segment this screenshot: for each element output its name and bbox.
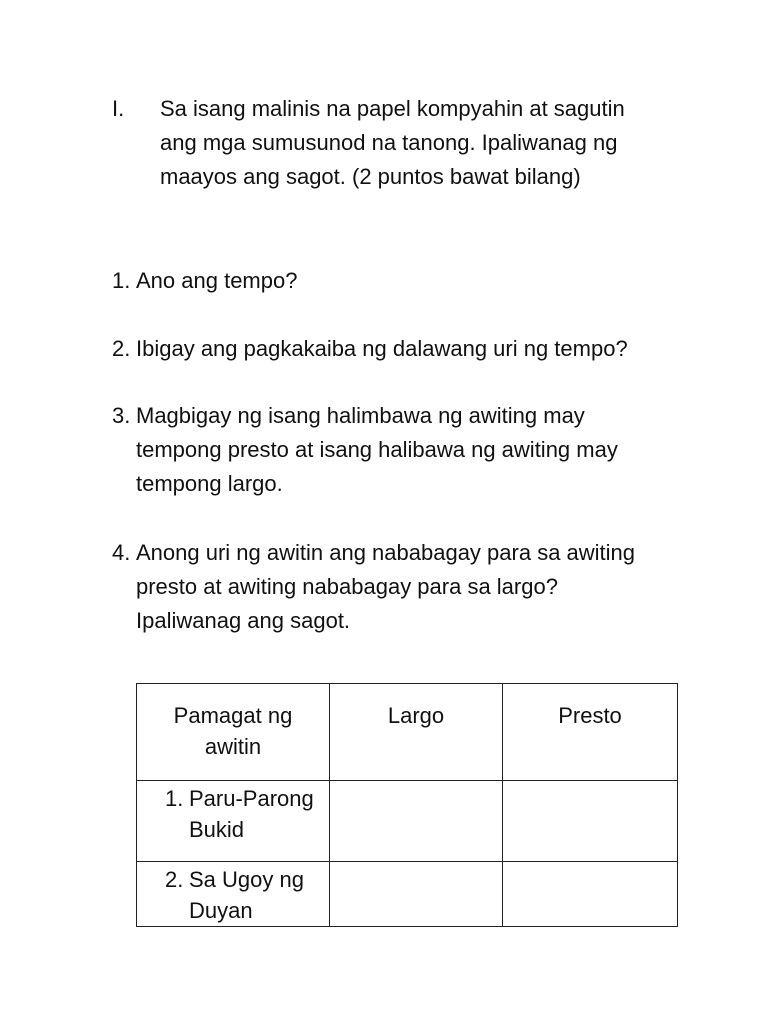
presto-answer-cell [503, 781, 678, 862]
question-text: Anong uri ng awitin ang nababagay para sa awiting presto at awiting nababagay para sa largo? Ipaliwanag ang sagot. [136, 540, 636, 633]
song-tempo-table [136, 683, 678, 927]
largo-answer-cell [330, 781, 503, 862]
instruction-numeral: I. [112, 96, 125, 121]
table-header-row [137, 684, 678, 781]
question-number: 3. [112, 403, 131, 428]
song-number: 1. [165, 786, 184, 811]
question-number: 2. [112, 336, 131, 361]
question-text: Ano ang tempo? [136, 268, 298, 293]
header-label: Largo [387, 703, 445, 728]
song-title: Sa Ugoy ng Duyan [189, 867, 304, 923]
header-cell-largo [330, 684, 503, 781]
presto-answer-cell [503, 862, 678, 927]
header-label: Presto [558, 703, 622, 728]
header-label: Pamagat ng awitin [173, 703, 293, 759]
song-title: Paru-Parong Bukid [189, 786, 314, 842]
largo-answer-cell [330, 862, 503, 927]
table-row [137, 781, 678, 862]
question-text: Magbigay ng isang halimbawa ng awiting may tempong presto at isang halibawa ng awiting may tempong largo. [136, 403, 618, 496]
song-number: 2. [165, 867, 184, 892]
header-cell-title [137, 684, 330, 781]
instruction-text: Sa isang malinis na papel kompyahin at sagutin ang mga sumusunod na tanong. Ipaliwanag ng maayos ang sagot. (2 puntos bawat bilang) [160, 96, 625, 189]
table-row [137, 862, 678, 927]
song-title-cell [137, 781, 330, 862]
song-title-cell [137, 862, 330, 927]
question-text: Ibigay ang pagkakaiba ng dalawang uri ng tempo? [136, 336, 628, 361]
question-number: 4. [112, 540, 131, 565]
header-cell-presto [503, 684, 678, 781]
question-number: 1. [112, 268, 131, 293]
